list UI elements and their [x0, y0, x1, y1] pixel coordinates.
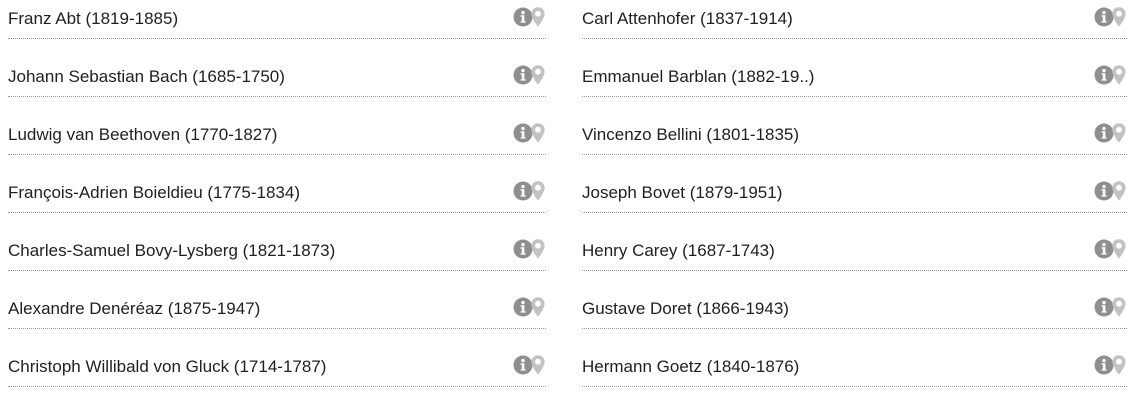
composer-actions	[513, 238, 546, 260]
composer-actions	[1094, 180, 1127, 202]
map-pin-icon[interactable]	[530, 6, 546, 28]
composer-name-link[interactable]: François-Adrien Boieldieu (1775-1834)	[8, 183, 300, 202]
composer-row	[582, 232, 1127, 271]
composer-actions	[513, 354, 546, 376]
map-pin-icon[interactable]	[1111, 296, 1127, 318]
composer-row	[8, 290, 546, 329]
map-pin-icon[interactable]	[530, 122, 546, 144]
composer-row	[8, 174, 546, 213]
map-pin-icon[interactable]	[1111, 180, 1127, 202]
composer-name-link[interactable]: Joseph Bovet (1879-1951)	[582, 183, 783, 202]
composer-name-link[interactable]: Gustave Doret (1866-1943)	[582, 299, 789, 318]
composer-row	[582, 116, 1127, 155]
composer-actions	[513, 6, 546, 28]
map-pin-icon[interactable]	[1111, 122, 1127, 144]
composer-name-link[interactable]: Franz Abt (1819-1885)	[8, 9, 179, 28]
map-pin-icon[interactable]	[1111, 238, 1127, 260]
composer-name-link[interactable]: Charles-Samuel Bovy-Lysberg (1821-1873)	[8, 241, 336, 260]
composer-actions	[1094, 122, 1127, 144]
composer-row	[582, 290, 1127, 329]
composer-actions	[513, 64, 546, 86]
composer-row	[582, 174, 1127, 213]
composer-actions	[1094, 354, 1127, 376]
composer-name-link[interactable]: Vincenzo Bellini (1801-1835)	[582, 125, 800, 144]
composer-row	[8, 348, 546, 387]
composer-row	[582, 58, 1127, 97]
composer-actions	[1094, 296, 1127, 318]
map-pin-icon[interactable]	[530, 354, 546, 376]
composer-actions	[513, 180, 546, 202]
composer-row	[8, 232, 546, 271]
map-pin-icon[interactable]	[530, 180, 546, 202]
composer-name-link[interactable]: Ludwig van Beethoven (1770-1827)	[8, 125, 278, 144]
composer-actions	[1094, 6, 1127, 28]
composer-actions	[513, 122, 546, 144]
map-pin-icon[interactable]	[530, 64, 546, 86]
map-pin-icon[interactable]	[530, 238, 546, 260]
composer-column-right	[582, 0, 1127, 406]
composer-row	[582, 348, 1127, 387]
composer-row	[8, 58, 546, 97]
composer-column-left	[8, 0, 546, 406]
composer-name-link[interactable]: Emmanuel Barblan (1882-19..)	[582, 67, 815, 86]
composer-row	[582, 0, 1127, 39]
composer-name-link[interactable]: Carl Attenhofer (1837-1914)	[582, 9, 793, 28]
composer-name-link[interactable]: Henry Carey (1687-1743)	[582, 241, 775, 260]
map-pin-icon[interactable]	[530, 296, 546, 318]
composer-actions	[1094, 238, 1127, 260]
composer-name-link[interactable]: Johann Sebastian Bach (1685-1750)	[8, 67, 285, 86]
map-pin-icon[interactable]	[1111, 6, 1127, 28]
composer-row	[8, 0, 546, 39]
map-pin-icon[interactable]	[1111, 354, 1127, 376]
composer-name-link[interactable]: Hermann Goetz (1840-1876)	[582, 357, 800, 376]
composer-name-link[interactable]: Alexandre Denéréaz (1875-1947)	[8, 299, 261, 318]
composer-row	[8, 116, 546, 155]
map-pin-icon[interactable]	[1111, 64, 1127, 86]
composer-actions	[513, 296, 546, 318]
composer-name-link[interactable]: Christoph Willibald von Gluck (1714-1787)	[8, 357, 327, 376]
composer-actions	[1094, 64, 1127, 86]
